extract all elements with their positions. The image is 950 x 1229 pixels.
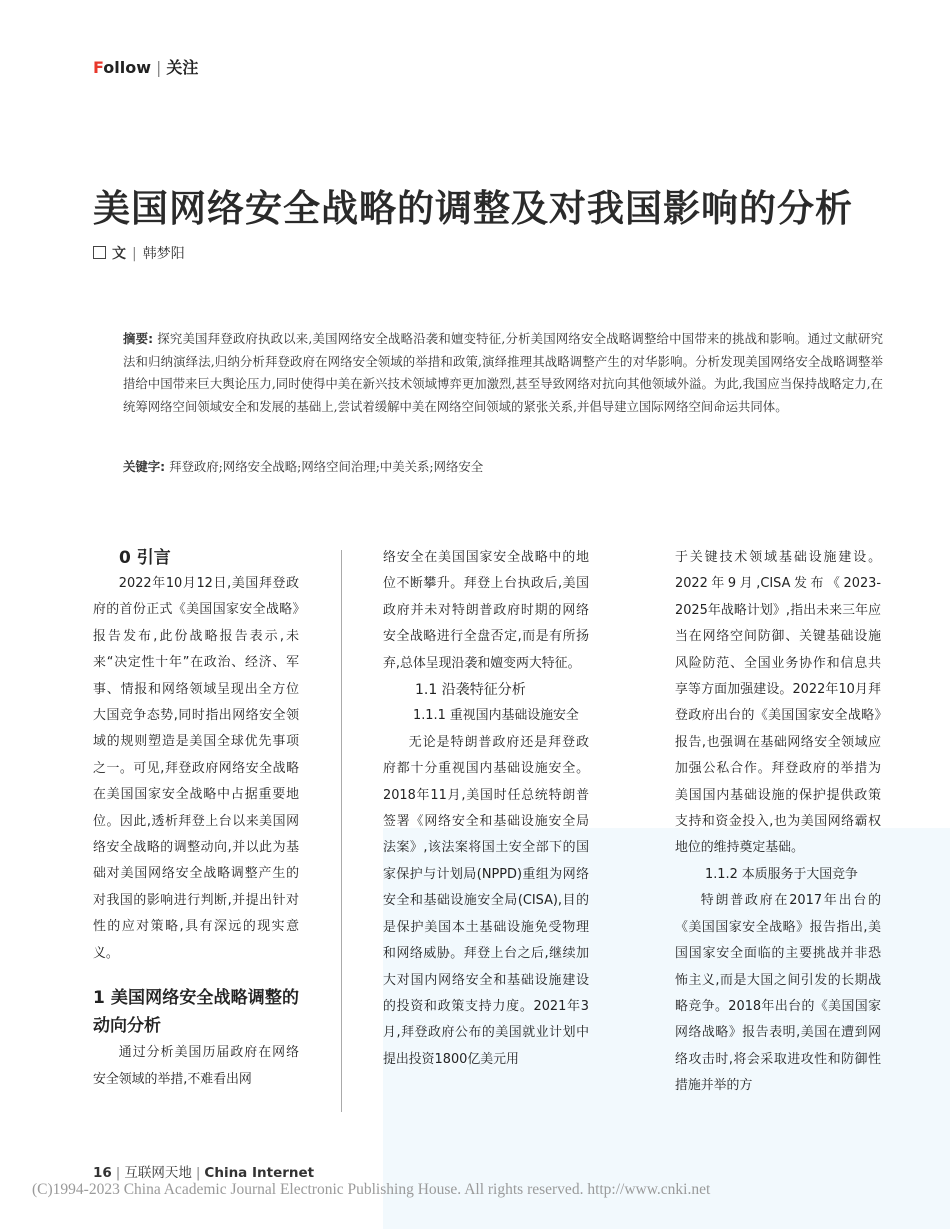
copyright-watermark: (C)1994-2023 China Academic Journal Electronic Publishing House. All rights reserved. http://www.cnki.net (32, 1181, 711, 1198)
footer-separator: | (115, 1165, 121, 1181)
abstract-text: 探究美国拜登政府执政以来,美国网络安全战略沿袭和嬗变特征,分析美国网络安全战略调整给中国带来的挑战和影响。通过文献研究法和归纳演绎法,归纳分析拜登政府在网络安全领域的举措和政策,演绎推理其战略调整产生的对华影响。分析发现美国网络安全战略调整举措给中国带来巨大舆论压力,同时使得中美在新兴技术领域博弈更加激烈,甚至导致网络对抗向其他领域外溢。为此,我国应当保持战略定力,在统筹网络空间领域安全和发展的基础上,尝试着缓解中美在网络空间领域的紧张关系,并倡导建立国际网络空间命运共同体。 (123, 331, 883, 414)
paragraph: 特朗普政府在2017年出台的《美国国家安全战略》报告指出,美国国家安全面临的主要挑战并非恐怖主义,而是大国之间引发的长期战略竞争。2018年出台的《美国国家网络战略》报告表明,美国在遭到网络攻击时,将会采取进攻性和防御性措施并举的方 (675, 893, 881, 1094)
page-footer (93, 1161, 314, 1181)
author-name: 韩梦阳 (142, 246, 185, 262)
section-tag-cn: 关注 (166, 58, 199, 77)
heading-introduction: 0 引言 (119, 548, 171, 568)
section-tag-first-letter: F (93, 58, 104, 77)
abstract-label: 摘要: (123, 331, 154, 346)
footer-separator: | (195, 1165, 201, 1181)
section-tag (93, 55, 198, 78)
abstract (93, 328, 883, 418)
square-icon (93, 246, 106, 259)
keywords-label: 关键字: (123, 459, 166, 474)
paragraph: 无论是特朗普政府还是拜登政府都十分重视国内基础设施安全。2018年11月,美国时任总统特朗普签署《网络安全和基础设施安全局法案》,该法案将国土安全部下的国家保护与计划局(NPPD)重组为网络安全和基础设施安全局(CISA),目的是保护美国本土基础设施免受物理和网络威胁。拜登上台之后,继续加大对国内网络安全和基础设施建设的投资和政策支持力度。2021年3月,拜登政府公布的美国就业计划中提出投资1800亿美元用 (383, 734, 589, 1067)
heading-1-1-1: 1.1.1 重视国内基础设施安全 (413, 708, 579, 724)
page-number: 16 (93, 1165, 112, 1181)
paragraph-continued: 于关键技术领域基础设施建设。2022年9月,CISA发布《2023-2025年战略计划》,指出未来三年应当在网络空间防御、关键基础设施风险防范、全国业务协作和信息共享等方面加强建设。2022年10月拜登政府出台的《美国国家安全战略》报告,也强调在基础网络安全领域应加强公私合作。拜登政府的举措为美国国内基础设施的保护提供政策支持和资金投入,也为美国网络霸权地位的维持奠定基础。 (675, 550, 881, 856)
body-column-1 (93, 545, 299, 1093)
section-tag-label: ollow (103, 58, 152, 77)
heading-1-1-2: 1.1.2 本质服务于大国竞争 (705, 866, 858, 882)
section-tag-separator: | (156, 58, 162, 77)
paragraph-continued: 络安全在美国国家安全战略中的地位不断攀升。拜登上台执政后,美国政府并未对特朗普政府时期的网络安全战略进行全盘否定,而是有所扬弃,总体呈现沿袭和嬗变两大特征。 (383, 550, 589, 671)
byline-separator: | (132, 246, 137, 262)
byline (93, 243, 185, 263)
body-column-3 (675, 545, 881, 1100)
byline-prefix: 文 (112, 246, 126, 262)
body-column-2 (383, 545, 589, 1073)
keywords-text: 拜登政府;网络安全战略;网络空间治理;中美关系;网络安全 (169, 459, 484, 474)
heading-1-1: 1.1 沿袭特征分析 (415, 682, 526, 699)
column-divider (341, 550, 342, 1112)
journal-name-en: China Internet (204, 1165, 315, 1181)
keywords (123, 456, 883, 479)
journal-name-cn: 互联网天地 (124, 1165, 192, 1181)
paragraph: 2022年10月12日,美国拜登政府的首份正式《美国国家安全战略》报告发布,此份战略报告表示,未来“决定性十年”在政治、经济、军事、情报和网络领域呈现出全方位大国竞争态势,同时指出网络安全领域的规则塑造是美国全球优先事项之一。可见,拜登政府网络安全战略在美国国家安全战略中占据重要地位。因此,透析拜登上台以来美国网络安全战略的调整动向,并以此为基础对美国网络安全战略调整产生的对我国的影响进行判断,并提出针对性的应对策略,具有深远的现实意义。 (93, 576, 299, 961)
article-title: 美国网络安全战略的调整及对我国影响的分析 (93, 187, 853, 230)
heading-section-1: 1 美国网络安全战略调整的动向分析 (93, 988, 299, 1037)
paragraph: 通过分析美国历届政府在网络安全领域的举措,不难看出网 (93, 1045, 299, 1087)
